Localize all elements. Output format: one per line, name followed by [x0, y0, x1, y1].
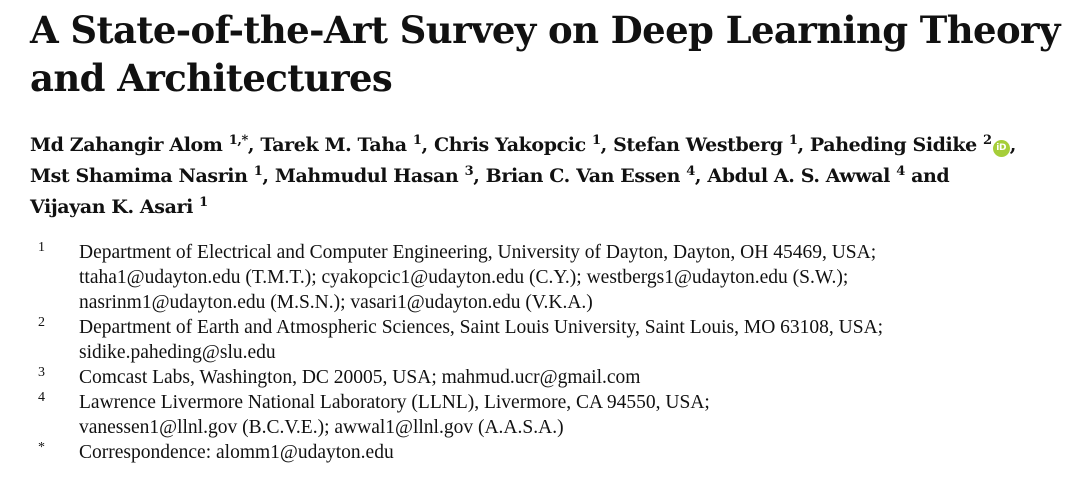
affiliation-number: 4 [38, 390, 45, 405]
author-affiliation-mark: 1 [253, 164, 263, 179]
author-affiliation-mark: 1 [591, 133, 601, 148]
author-name: Vijayan K. Asari [30, 196, 193, 218]
author-name: Abdul A. S. Awwal [707, 165, 890, 187]
title-line-2: and Architectures [30, 56, 393, 100]
author-name: Brian C. Van Essen [485, 165, 681, 187]
author-affiliation-mark: 1 [788, 133, 798, 148]
author-list: Md Zahangir Alom $^{1,*}$, Tarek M. Taha $^1$, Chris Yakopcic $^1$, Stefan Westberg $^1$, Paheding Sidike $^2$ iD , Mst Shamima Nasrin $^1$, Mahmudul Hasan $^3$, Brian C. Van Essen $^4$, Abdul A. S. Awwal $^4$ and Vijayan K. Asari $^1$ [30, 133, 1016, 218]
paper-title [30, 6, 1070, 102]
affiliation-emails[interactable]: vanessen1@llnl.gov (B.C.V.E.); awwal1@llnl.gov (A.A.S.A.) [79, 417, 564, 438]
author-name: Chris Yakopcic [433, 134, 586, 156]
affiliation-number: 1 [38, 240, 45, 255]
affiliation-line: Lawrence Livermore National Laboratory (LLNL), Livermore, CA 94550, USA; [79, 392, 710, 413]
affiliation-line: Department of Earth and Atmospheric Sciences, Saint Louis University, Saint Louis, MO 63108, USA; [79, 317, 884, 338]
author-name: Md Zahangir Alom [30, 134, 223, 156]
affiliation-item [38, 315, 1073, 365]
author-name: Stefan Westberg [613, 134, 783, 156]
author-affiliation-mark: 2 [983, 133, 992, 148]
orcid-icon[interactable]: iD [993, 140, 1010, 157]
author-name: Paheding Sidike [809, 134, 977, 156]
affiliation-item [38, 390, 1073, 440]
author-affiliation-mark: 4 [686, 164, 695, 179]
affiliation-number: 3 [38, 365, 45, 380]
title-line-1: A State-of-the-Art Survey on Deep Learning Theory [30, 8, 1060, 52]
author-affiliation-mark: 4 [896, 164, 905, 179]
affiliation-emails[interactable]: sidike.paheding@slu.edu [79, 342, 276, 363]
affiliation-line: Department of Electrical and Computer Engineering, University of Dayton, Dayton, OH 45469, USA; [79, 242, 877, 263]
affiliation-number: 2 [38, 315, 45, 330]
author-affiliation-mark: 1,* [228, 133, 248, 148]
correspondence-mark: * [38, 440, 45, 455]
affiliation-item [38, 240, 1073, 315]
correspondence-item [38, 440, 1073, 465]
author-name: Tarek M. Taha [260, 134, 407, 156]
author-affiliation-mark: 1 [199, 195, 208, 210]
author-affiliation-mark: 3 [464, 164, 474, 179]
affiliation-list [38, 240, 1073, 465]
affiliation-emails[interactable]: nasrinm1@udayton.edu (M.S.N.); vasari1@udayton.edu (V.K.A.) [79, 292, 593, 313]
author-name: Mahmudul Hasan [274, 165, 459, 187]
author-name: Mst Shamima Nasrin [30, 165, 248, 187]
affiliation-emails[interactable]: ttaha1@udayton.edu (T.M.T.); cyakopcic1@udayton.edu (C.Y.); westbergs1@udayton.edu (S.W.); [79, 267, 849, 288]
author-affiliation-mark: 1 [412, 133, 422, 148]
correspondence-email[interactable]: Correspondence: alomm1@udayton.edu [79, 442, 394, 463]
affiliation-line[interactable]: Comcast Labs, Washington, DC 20005, USA; mahmud.ucr@gmail.com [79, 367, 641, 388]
affiliation-item [38, 365, 1073, 390]
